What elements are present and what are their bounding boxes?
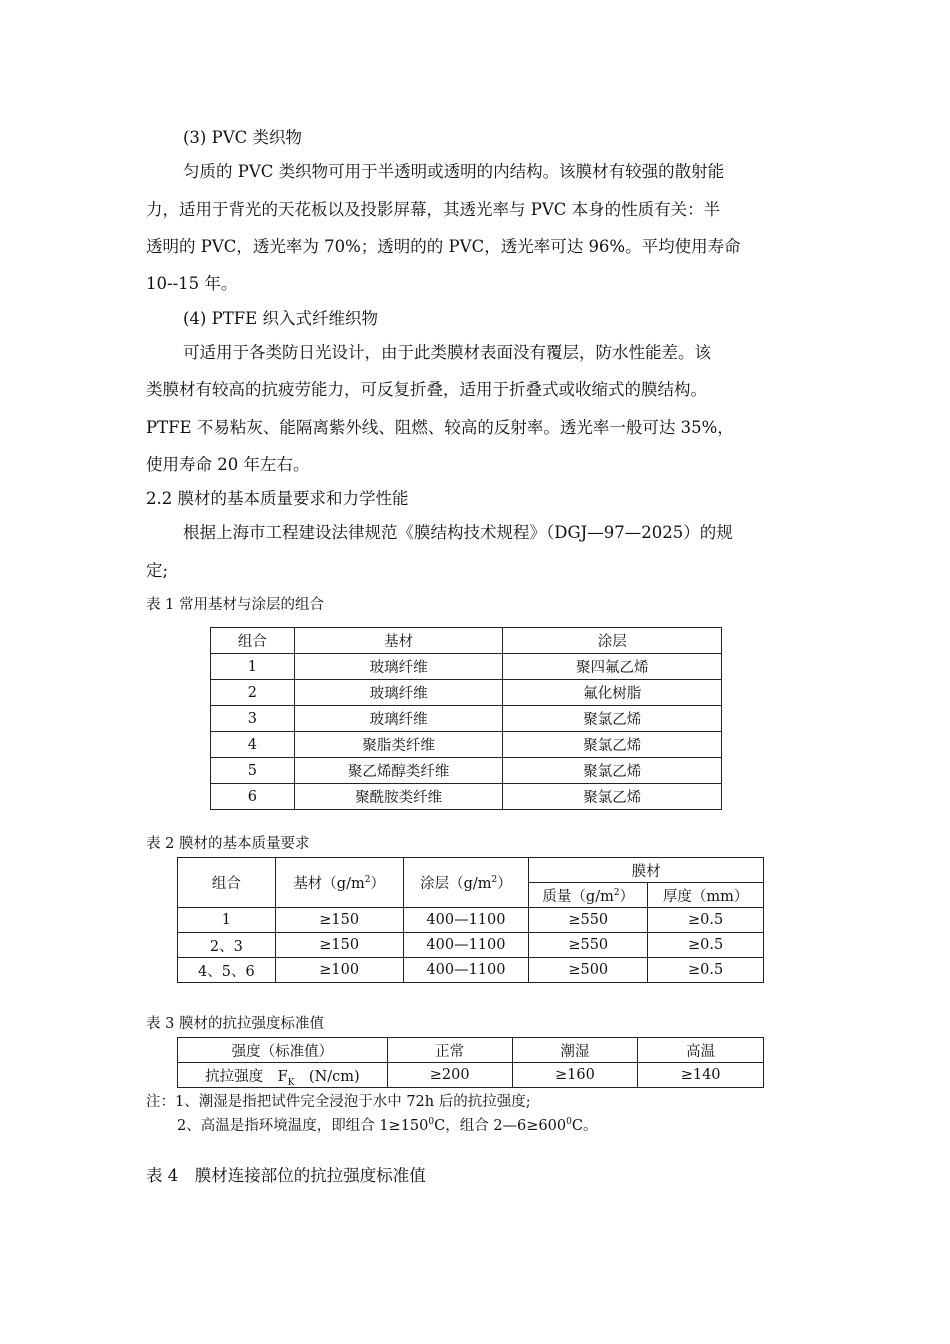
table-row [178, 1063, 764, 1088]
table-cell: 5 [211, 758, 295, 784]
table-cell: ≥140 [638, 1063, 764, 1088]
table-cell: 聚脂类纤维 [294, 732, 503, 758]
table-row [211, 654, 722, 680]
table-cell: 聚氯乙烯 [503, 732, 722, 758]
table-2-header-membrane: 膜材 [529, 858, 764, 883]
table-cell: 聚氯乙烯 [503, 784, 722, 810]
table-3-header-high-temp: 高温 [638, 1038, 764, 1063]
table-3-header-normal: 正常 [387, 1038, 512, 1063]
table-row [211, 706, 722, 732]
table-row [211, 784, 722, 810]
table-row [211, 732, 722, 758]
table-cell: 聚四氟乙烯 [503, 654, 722, 680]
table-cell: 3 [211, 706, 295, 732]
table-cell: ≥0.5 [648, 933, 764, 958]
table-2-header-thickness: 厚度（mm） [648, 883, 764, 908]
table-cell: 玻璃纤维 [294, 680, 503, 706]
table-3 [177, 1037, 764, 1088]
table-1-caption: 表 1 常用基材与涂层的组合 [146, 597, 324, 613]
table-cell: ≥100 [275, 958, 403, 983]
table-cell: ≥550 [529, 933, 648, 958]
table-cell: ≥200 [387, 1063, 512, 1088]
table-cell: 聚氯乙烯 [503, 706, 722, 732]
table-cell: 聚氯乙烯 [503, 758, 722, 784]
table-cell: ≥0.5 [648, 908, 764, 933]
note-2: 2、高温是指环境温度，即组合 $1\ge 150^0C$，组合 $2—6\ge 600^0C$。 [177, 1117, 598, 1134]
section-4-line-2: 类膜材有较高的抗疲劳能力，可反复折叠，适用于折叠式或收缩式的膜结构。 [146, 380, 707, 399]
section-2-2-line-2: 定; [146, 561, 169, 580]
table-cell: ≥150 [275, 933, 403, 958]
section-4-line-3: PTFE 不易粘灰、能隔离紫外线、阻燃、较高的反射率。透光率一般可达 35%， [146, 418, 734, 437]
table-1-header-row [211, 628, 722, 654]
table-row [211, 758, 722, 784]
table-cell: 聚酰胺类纤维 [294, 784, 503, 810]
table-1 [210, 627, 722, 810]
section-3-line-1: 匀质的 PVC 类织物可用于半透明或透明的内结构。该膜材有较强的散射能 [183, 162, 725, 181]
table-2-header-group: 组合 [178, 858, 276, 908]
table-row [178, 933, 764, 958]
table-1-header-coating: 涂层 [503, 628, 722, 654]
section-3-line-4: 10--15 年。 [146, 274, 238, 293]
section-3-line-3: 透明的 PVC，透光率为 70%；透明的的 PVC，透光率可达 96%。平均使用寿命 [146, 237, 741, 256]
table-row [211, 680, 722, 706]
table-4-caption: 表 4 膜材连接部位的抗拉强度标准值 [146, 1166, 426, 1185]
table-2-header-base: 基材$(g/m^2)$ [275, 858, 403, 908]
section-3-line-2: 力，适用于背光的天花板以及投影屏幕，其透光率与 PVC 本身的性质有关：半 [146, 200, 721, 219]
table-cell: 玻璃纤维 [294, 654, 503, 680]
section-4-heading: (4) PTFE 织入式纤维织物 [183, 309, 378, 328]
table-cell: 2 [211, 680, 295, 706]
section-4-line-4: 使用寿命 20 年左右。 [146, 455, 310, 474]
table-cell: ≥500 [529, 958, 648, 983]
table-cell: ≥550 [529, 908, 648, 933]
table-2 [177, 857, 764, 983]
table-3-header-strength: 强度（标准值） [178, 1038, 388, 1063]
section-2-2-heading: 2.2 膜材的基本质量要求和力学性能 [146, 489, 409, 508]
table-cell: 4 [211, 732, 295, 758]
table-cell: 聚乙烯醇类纤维 [294, 758, 503, 784]
section-3-heading: (3) PVC 类织物 [183, 128, 303, 147]
table-2-caption: 表 2 膜材的基本质量要求 [146, 836, 310, 852]
table-cell: 氟化树脂 [503, 680, 722, 706]
table-row [178, 958, 764, 983]
table-cell: 1 [178, 908, 276, 933]
section-4-line-1: 可适用于各类防日光设计，由于此类膜材表面没有覆层，防水性能差。该 [183, 343, 711, 362]
table-cell: 400—1100 [403, 958, 529, 983]
table-cell: ≥150 [275, 908, 403, 933]
table-2-header-mass: 质量$(g/m^2)$ [529, 883, 648, 908]
table-2-header-row-1 [178, 858, 764, 883]
table-cell: 6 [211, 784, 295, 810]
table-cell: 玻璃纤维 [294, 706, 503, 732]
table-row [178, 908, 764, 933]
table-2-header-coating: 涂层$(g/m^2)$ [403, 858, 529, 908]
table-cell: 2、3 [178, 933, 276, 958]
table-1-header-group: 组合 [211, 628, 295, 654]
table-cell: 400—1100 [403, 908, 529, 933]
table-cell: 4、5、6 [178, 958, 276, 983]
table-3-header-wet: 潮湿 [512, 1038, 638, 1063]
table-3-caption: 表 3 膜材的抗拉强度标准值 [146, 1016, 324, 1032]
table-1-header-base: 基材 [294, 628, 503, 654]
note-1: 注：1、潮湿是指把试件完全浸泡于水中 72h 后的抗拉强度; [146, 1094, 531, 1110]
section-2-2-line-1: 根据上海市工程建设法律规范《膜结构技术规程》（DGJ—97—2025）的规 [183, 523, 733, 542]
table-cell: ≥0.5 [648, 958, 764, 983]
table-cell: 1 [211, 654, 295, 680]
table-3-header-row [178, 1038, 764, 1063]
table-cell: 400—1100 [403, 933, 529, 958]
table-3-row-label: 抗拉强度 $F_K$ (N/cm) [178, 1063, 388, 1088]
table-cell: ≥160 [512, 1063, 638, 1088]
